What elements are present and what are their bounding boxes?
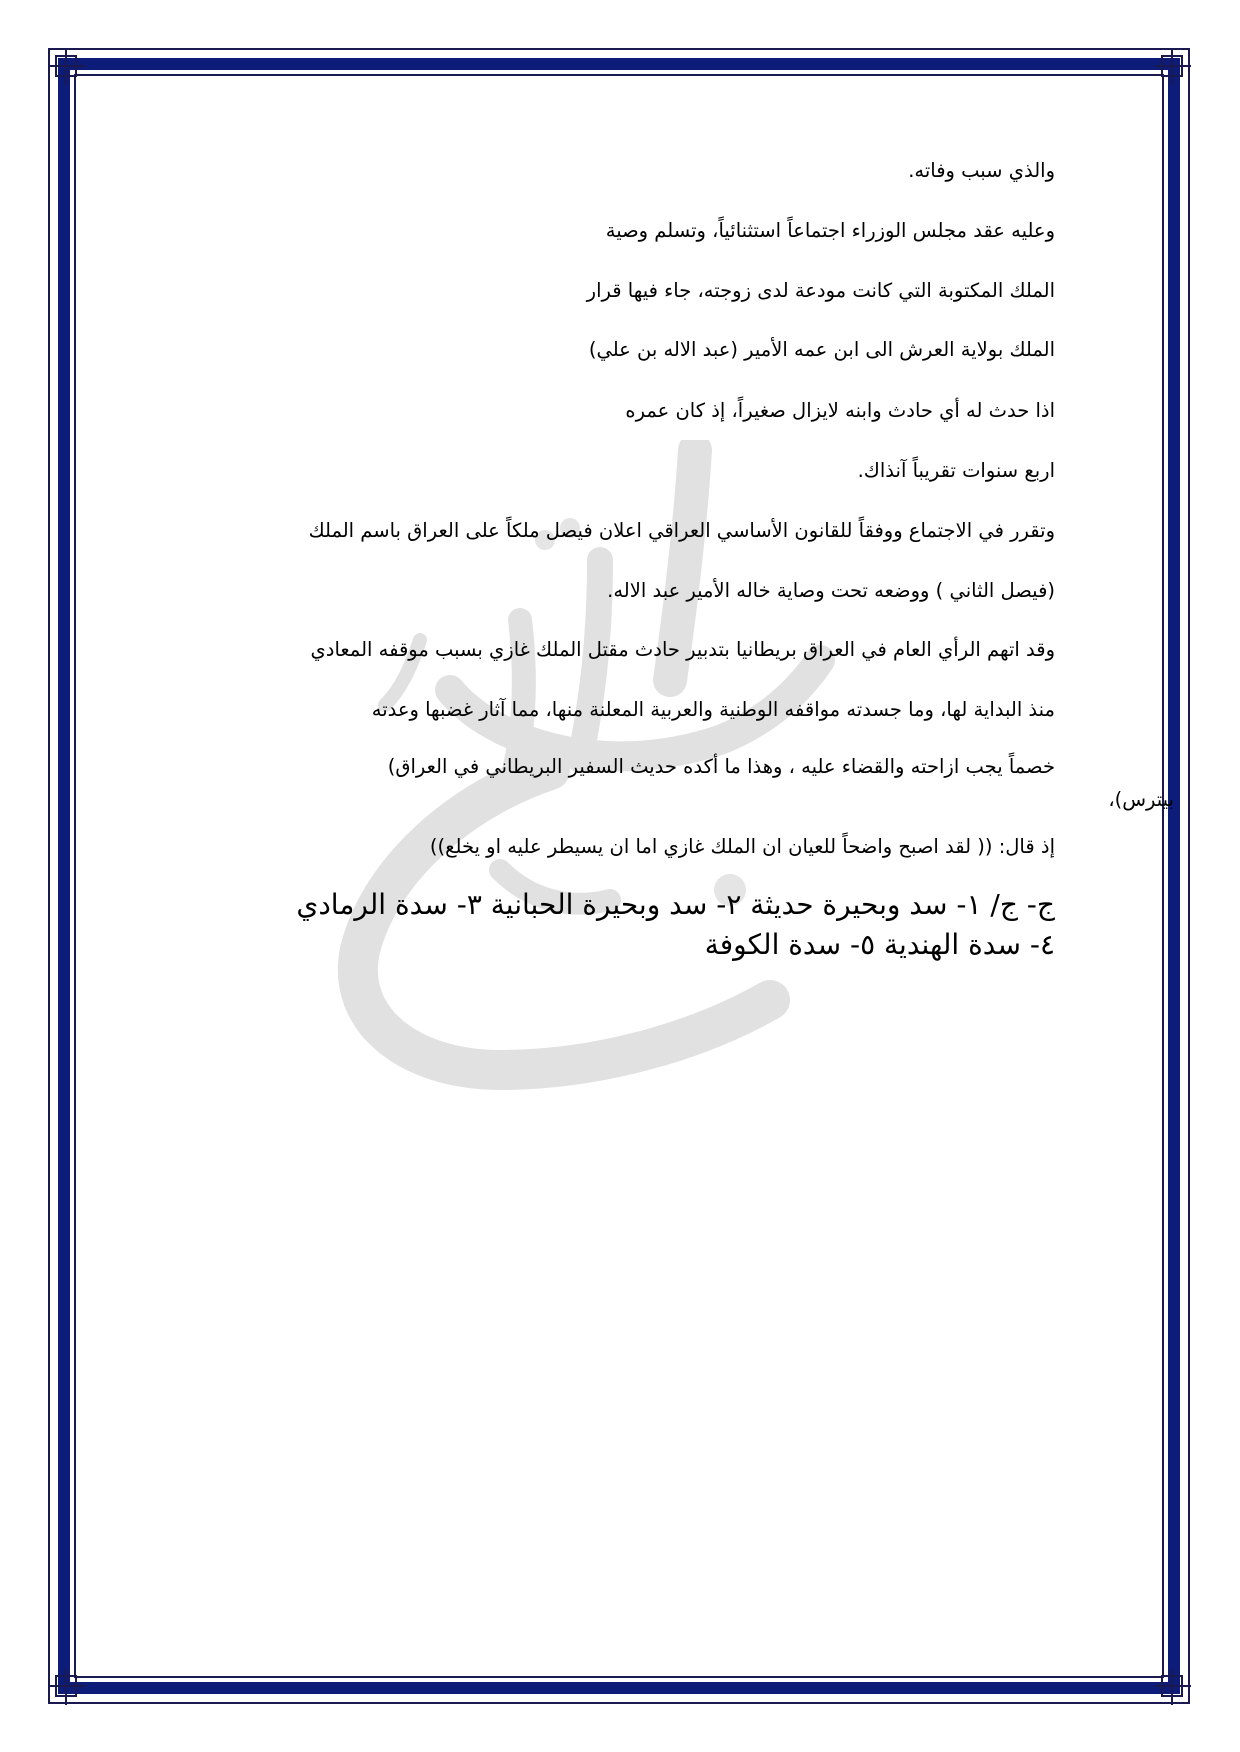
border-corner-ornament (1161, 55, 1183, 77)
border-corner-ornament (55, 1675, 77, 1697)
paragraph-line: الملك المكتوبة التي كانت مودعة لدى زوجته، جاء فيها قرار (586, 279, 1055, 302)
paragraph-line: منذ البداية لها، وما جسدته مواقفه الوطنية والعربية المعلنة منها، مما آثار غضبها وعدته (371, 698, 1055, 721)
paragraph-line: اربع سنوات تقريباً آنذاك. (857, 459, 1055, 482)
paragraph-line: والذي سبب وفاته. (908, 159, 1055, 182)
paragraph-line: (فيصل الثاني ) ووضعه تحت وصاية خاله الأمير عبد الاله. (607, 579, 1055, 602)
paragraph-line: اذا حدث له أي حادث وابنه لايزال صغيراً، إذ كان عمره (625, 399, 1055, 422)
border-corner-ornament (55, 55, 77, 77)
paragraph-line: الملك بولاية العرش الى ابن عمه الأمير (عبد الاله بن علي) (588, 338, 1055, 361)
paragraph-line: وتقرر في الاجتماع ووفقاً للقانون الأساسي العراقي اعلان فيصل ملكاً على العراق باسم الملك (308, 519, 1055, 542)
paragraph-line: خصماً يجب ازاحته والقضاء عليه ، وهذا ما أكده حديث السفير البريطاني في العراق) (387, 755, 1055, 778)
answer-line: ٤- سدة الهندية ٥- سدة الكوفة (704, 928, 1055, 961)
paragraph-line: بيترس)، (1108, 788, 1174, 811)
border-corner-ornament (1161, 1675, 1183, 1697)
paragraph-line: إذ قال: (( لقد اصبح واضحاً للعيان ان الملك غازي اما ان يسيطر عليه او يخلع)) (429, 835, 1055, 858)
calligraphy-watermark-icon (300, 440, 860, 1140)
answer-line: ج- ج/ ١- سد وبحيرة حديثة ٢- سد وبحيرة الحبانية ٣- سدة الرمادي (296, 888, 1055, 921)
paragraph-line: وقد اتهم الرأي العام في العراق بريطانيا بتدبير حادث مقتل الملك غازي بسبب موقفه المعادي (310, 638, 1055, 661)
paragraph-line: وعليه عقد مجلس الوزراء اجتماعاً استثنائياً، وتسلم وصية (605, 219, 1055, 242)
